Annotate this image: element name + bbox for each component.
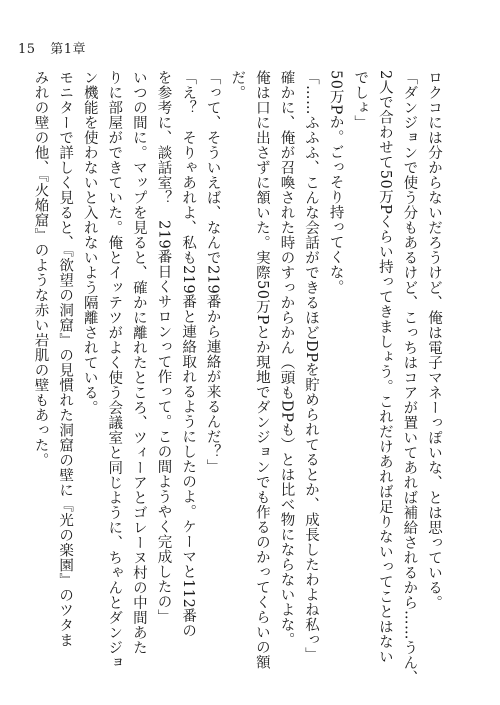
text-line: りに部屋ができていた。俺とイッテツがよく使う会議室と同じように、ちゃんとダンジョ — [106, 70, 123, 670]
text-line: 「……ふふふ、こんな会話ができるほどDPを貯められてるとか、成長したわよね私っ」 — [303, 70, 320, 663]
text-line: 「って、そういえば、なんで219番から連絡が来るんだ？」 — [204, 70, 221, 475]
text-line: を参考に、談話室？ 219番日くサロンって作って。この間ようやく完成したの」 — [155, 70, 172, 625]
page-number: 15 — [18, 42, 36, 57]
text-line: だ。 — [229, 70, 246, 100]
text-line: でしょ」 — [352, 70, 369, 130]
text-line: 確かに、俺が召喚された時のすっからかん（頭もDPも）とは比べ物にならないよな。 — [278, 70, 295, 648]
text-line: 「ダンジョンで使う分もあるけど、こっちはコアが置いてあれば補給されるから……うん、 — [401, 70, 418, 685]
text-line: ン機能を使わないと入れないよう隔離されている。 — [81, 70, 98, 415]
running-header — [18, 38, 86, 57]
text-line: モニターで詳しく見ると、『欲望の洞窟』の見慣れた洞窟の壁に『光の楽園』のツタま — [57, 70, 74, 648]
vertical-body-text — [28, 70, 446, 685]
text-line: 50万Pか。ごっそり持ってくな。 — [327, 70, 344, 295]
text-line: ロクコには分からないだろうけど、俺は電子マネーっぽいな、とは思っている。 — [426, 70, 442, 610]
chapter-title: 第1章 — [50, 42, 86, 57]
text-line: 「え？ そりゃあれよ、私も219番と連絡取れるようにしたのよ。ケーマと112番の — [180, 70, 197, 639]
text-line: 俺は口に出さずに頷いた。実際50万Pとか現地でダンジョンでも作るのかってくらいの額 — [253, 70, 270, 670]
text-line: 2人で合わせて50万Pくらい持ってきましょう。これだけあれば足りないってことはない — [376, 70, 393, 665]
text-line: みれの壁の他、『火焔窟』のような赤い岩肌の壁もあった。 — [32, 70, 49, 468]
text-line: いつの間に。マップを見ると、確かに離れたところ、ツィーアとゴレーヌ村の中間あた — [130, 70, 147, 655]
